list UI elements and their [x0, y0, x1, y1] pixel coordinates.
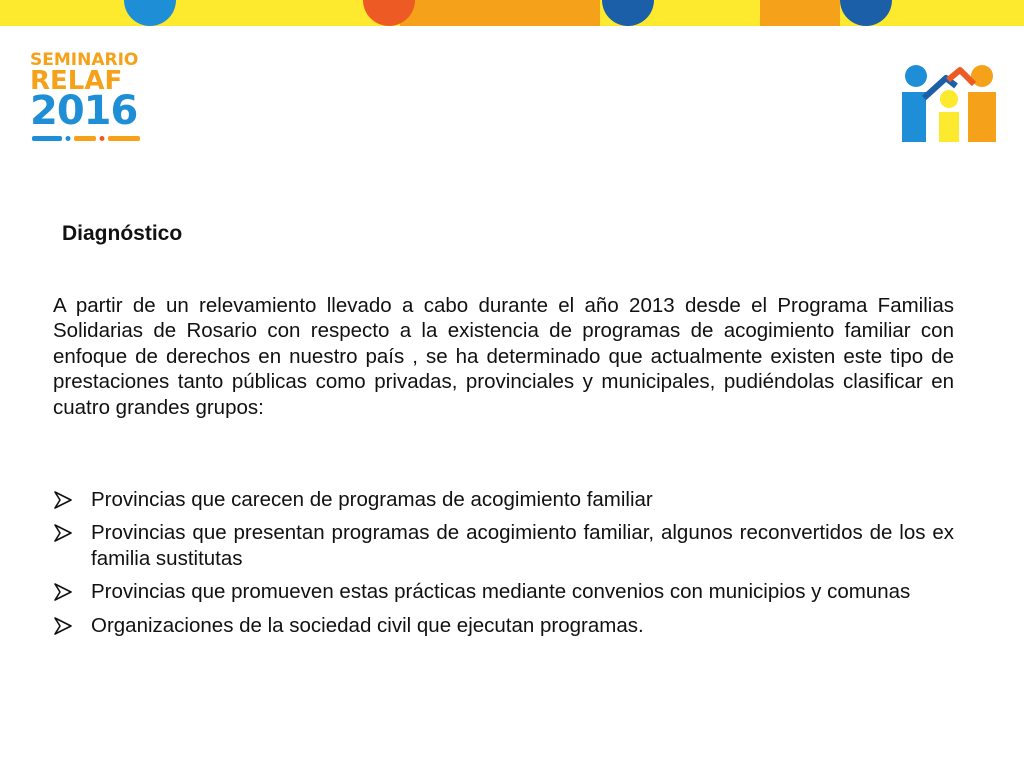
list-item [53, 520, 954, 571]
bullet-text: Provincias que promueven estas prácticas mediante convenios con municipios y comunas [91, 580, 911, 604]
arrow-bullet-icon [53, 491, 73, 509]
bullet-text: Provincias que carecen de programas de acogimiento familiar [91, 488, 653, 511]
logo-line-seminario: SEMINARIO [30, 50, 139, 70]
bullet-list [53, 487, 954, 646]
logo-line-relaf: RELAF [30, 66, 123, 96]
bullet-text: Organizaciones de la sociedad civil que ejecutan programas. [91, 613, 644, 637]
seminario-relaf-logo [30, 50, 142, 144]
list-item [53, 613, 954, 638]
arrow-bullet-icon [53, 617, 73, 635]
family-houses-icon [898, 64, 998, 144]
bullet-text: Provincias que presentan programas de acogimiento familiar, algunos reconvertidos de los ex familia sustitutas [91, 521, 954, 570]
list-item [53, 579, 954, 604]
arrow-bullet-icon [53, 524, 73, 542]
intro-paragraph: A partir de un relevamiento llevado a cabo durante el año 2013 desde el Programa Familias Solidarias de Rosario con respecto a la existencia de programas de acogimiento familiar con enfoque de derechos en nuestro país , se ha determinado que actualmente existen este tipo de prestaciones tanto públicas como privadas, provinciales y municipales, pudiéndolas clasificar en cuatro grandes grupos: [53, 294, 954, 419]
logo-line-year: 2016 [30, 88, 138, 134]
section-heading: Diagnóstico [62, 222, 183, 245]
top-decorative-band [0, 0, 1024, 26]
logo-dotted-underline [32, 134, 140, 142]
list-item [53, 487, 954, 512]
arrow-bullet-icon [53, 583, 73, 601]
